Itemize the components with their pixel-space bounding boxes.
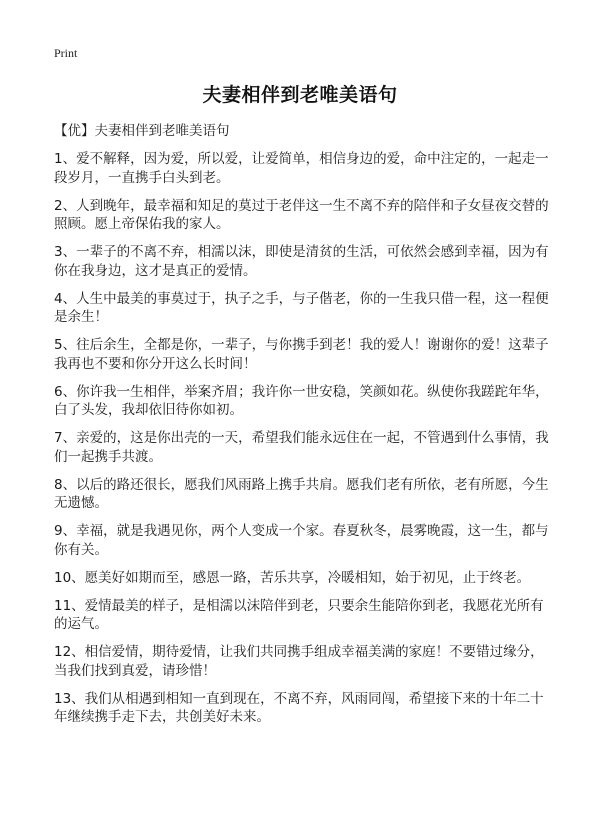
print-label: Print <box>54 46 78 60</box>
quote-item-13: 13、我们从相遇到相知一直到现在，不离不弃，风雨同闯，希望接下来的十年二十年继续携手走下去，共创美好未来。 <box>54 690 544 725</box>
document-subtitle: 【优】夫妻相伴到老唯美语句 <box>54 123 230 139</box>
quote-item-9: 9、幸福，就是我遇见你，两个人变成一个家。春夏秋冬，晨雾晚霞，这一生，都与你有关。 <box>54 523 549 558</box>
quote-item-4: 4、人生中最美的事莫过于，执子之手，与子偕老，你的一生我只借一程，这一程便是余生！ <box>54 290 549 325</box>
quote-item-12: 12、相信爱情，期待爱情，让我们共同携手组成幸福美满的家庭！不要错过缘分，当我们找到真爱，请珍惜！ <box>54 644 544 679</box>
quote-list <box>54 150 554 736</box>
quote-item-2: 2、人到晚年，最幸福和知足的莫过于老伴这一生不离不弃的陪伴和子女昼夜交替的照顾。愿上帝保佑我的家人。 <box>54 197 549 232</box>
quote-item-6: 6、你许我一生相伴，举案齐眉；我许你一世安稳，笑颜如花。纵使你我蹉跎年华，白了头发，我却依旧待你如初。 <box>54 383 549 418</box>
quote-item-11: 11、爱情最美的样子，是相濡以沫陪伴到老，只要余生能陪你到老，我愿花光所有的运气。 <box>54 597 544 632</box>
quote-item-3: 3、一辈子的不离不弃，相濡以沫，即使是清贫的生活，可依然会感到幸福，因为有你在我身边，这才是真正的爱情。 <box>54 244 549 279</box>
quote-item-7: 7、亲爱的，这是你出壳的一天，希望我们能永远住在一起，不管遇到什么事情，我们一起携手共渡。 <box>54 430 549 465</box>
document-title: 夫妻相伴到老唯美语句 <box>202 84 398 106</box>
quote-item-8: 8、以后的路还很长，愿我们风雨路上携手共肩。愿我们老有所依，老有所愿，今生无遗憾。 <box>54 476 549 511</box>
quote-item-1: 1、爱不解释，因为爱，所以爱，让爱简单，相信身边的爱，命中注定的，一起走一段岁月，一直携手白头到老。 <box>54 151 549 186</box>
quote-item-10: 10、愿美好如期而至，感恩一路，苦乐共享，冷暖相知，始于初见，止于终老。 <box>54 569 531 586</box>
quote-item-5: 5、往后余生，全都是你，一辈子，与你携手到老！我的爱人！谢谢你的爱！这辈子我再也不要和你分开这么长时间！ <box>54 337 549 372</box>
